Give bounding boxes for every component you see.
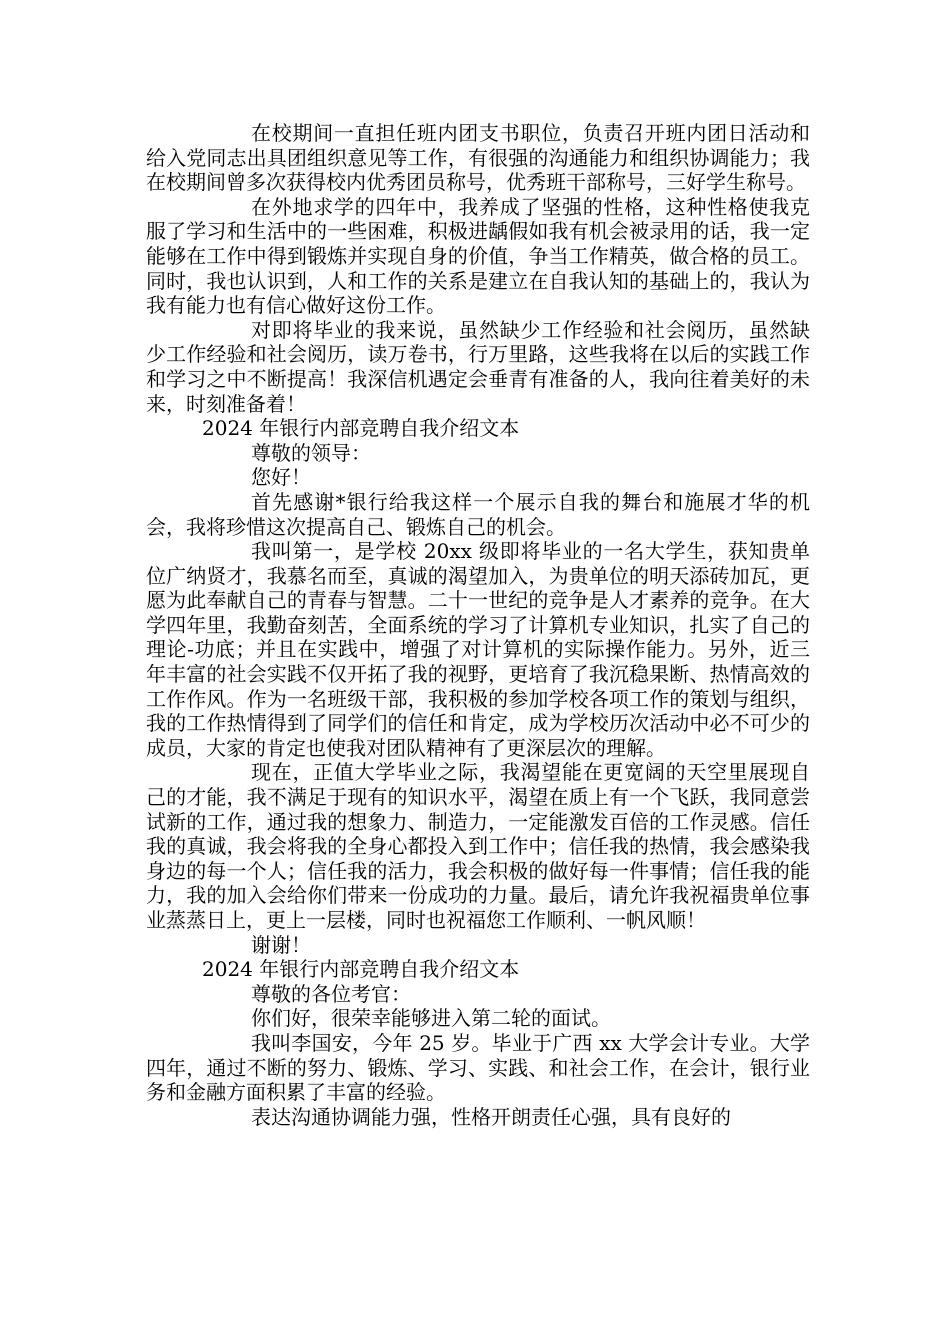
paragraph: 我叫第一，是学校 20xx 级即将毕业的一名大学生，获知贵单位广纳贤才，我慕名而至，真诚的渴望加入，为贵单位的明天添砖加瓦，更愿为此奉献自己的青春与智慧。二十一世纪的竞争是人才素养的竞争。在大学四年里，我勤奋刻苦，全面系统的学习了计算机专业知识，扎实了自己的理论-功底；并且在实践中，增强了对计算机的实际操作能力。另外，近三年丰富的社会实践不仅开拓了我的视野，更培育了我沉稳果断、热情高效的工作作风。作为一名班级干部，我积极的参加学校各项工作的策划与组织，我的工作热情得到了同学们的信任和肯定，成为学校历次活动中必不可少的成员，大家的肯定也使我对团队精神有了更深层次的理解。 bbox=[146, 539, 810, 760]
paragraph: 我叫李国安，今年 25 岁。毕业于广西 xx 大学会计专业。大学四年，通过不断的努力、锻炼、学习、实践、和社会工作，在会计，银行业务和金融方面积累了丰富的经验。 bbox=[146, 1030, 810, 1105]
section-heading: 2024 年银行内部竞聘自我介绍文本 bbox=[202, 416, 520, 441]
salutation: 尊敬的领导： bbox=[251, 440, 371, 465]
greeting: 你们好，很荣幸能够进入第二轮的面试。 bbox=[251, 1006, 611, 1031]
paragraph: 在校期间一直担任班内团支书职位，负责召开班内团日活动和给入党同志出具团组织意见等工作，有很强的沟通能力和组织协调能力；我在校期间曾多次获得校内优秀团员称号，优秀班干部称号，三好学生称号。 bbox=[146, 121, 810, 195]
paragraph: 现在，正值大学毕业之际，我渴望能在更宽阔的天空里展现自己的才能，我不满足于现有的知识水平，渴望在质上有一个飞跃，我同意尝试新的工作，通过我的想象力、制造力，一定能激发百倍的工作灵感。信任我的真诚，我会将我的全身心都投入到工作中；信任我的热情，我会感染我身边的每一个人；信任我的活力，我会积极的做好每一件事情；信任我的能力，我的加入会给你们带来一份成功的力量。最后，请允许我祝福贵单位事业蒸蒸日上，更上一层楼，同时也祝福您工作顺利、一帆风顺！ bbox=[146, 760, 810, 932]
closing: 谢谢！ bbox=[251, 932, 311, 957]
paragraph: 对即将毕业的我来说，虽然缺少工作经验和社会阅历，虽然缺少工作经验和社会阅历，读万卷书，行万里路，这些我将在以后的实践工作和学习之中不断提高！我深信机遇定会垂青有准备的人，我向往着美好的未来，时刻准备着！ bbox=[146, 317, 810, 416]
paragraph: 在外地求学的四年中，我养成了坚强的性格，这种性格使我克服了学习和生活中的一些困难，积极进龋假如我有机会被录用的话，我一定能够在工作中得到锻炼并实现自身的价值，争当工作精英，做合格的员工。同时，我也认识到，人和工作的关系是建立在自我认知的基础上的，我认为我有能力也有信心做好这份工作。 bbox=[146, 194, 810, 318]
greeting: 您好！ bbox=[251, 465, 311, 490]
section-heading: 2024 年银行内部竞聘自我介绍文本 bbox=[202, 957, 520, 982]
paragraph: 表达沟通协调能力强，性格开朗责任心强，具有良好的 bbox=[251, 1104, 731, 1129]
document-body bbox=[146, 121, 810, 1129]
paragraph: 首先感谢*银行给我这样一个展示自我的舞台和施展才华的机会，我将珍惜这次提高自己、锻炼自己的机会。 bbox=[146, 489, 810, 539]
salutation: 尊敬的各位考官： bbox=[251, 981, 411, 1006]
